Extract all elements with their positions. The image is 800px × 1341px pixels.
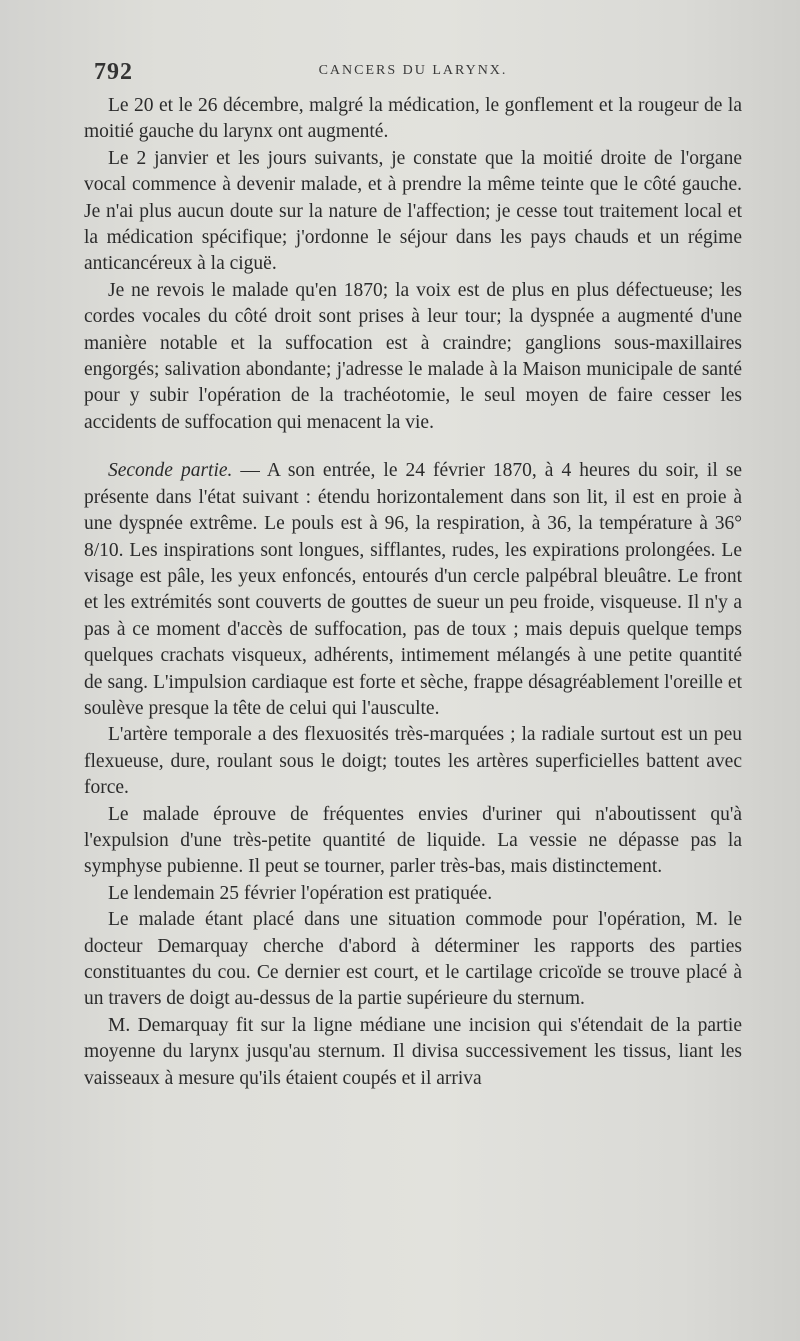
paragraph-1: Le 20 et le 26 décembre, malgré la médication, le gonflement et la rougeur de la moitié gauche du larynx ont augmenté. — [84, 95, 742, 143]
paragraph-7: Le lendemain 25 février l'opération est pratiquée. — [108, 882, 493, 904]
section-gap — [84, 436, 742, 458]
running-head — [84, 55, 742, 93]
paragraph-5: L'artère temporale a des flexuosités très-marquées ; la radiale surtout est un peu flexueuse, dure, roulant sous le doigt; toutes les artères superficielles battent avec force. — [84, 724, 742, 799]
section-title: Seconde partie. — [108, 460, 233, 482]
page-number: 792 — [94, 59, 133, 85]
paragraph-9: M. Demarquay fit sur la ligne médiane une incision qui s'étendait de la partie moyenne du larynx jusqu'au sternum. Il divisa successivement les tissus, liant les vaisseaux à mesure qu'ils étaient coupés et il arriva — [84, 1014, 742, 1089]
paragraph-3: Je ne revois le malade qu'en 1870; la voix est de plus en plus défectueuse; les cordes vocales du côté droit sont prises à leur tour; la dyspnée a augmenté d'une manière notable et la suffocation est à craindre; ganglions sous-maxillaires engorgés; salivation abondante; j'adresse le malade à la Maison municipale de santé pour y subir l'opération de la trachéotomie, le seul moyen de faire cesser les accidents de suffocation qui menacent la vie. — [84, 279, 742, 433]
paragraph-2: Le 2 janvier et les jours suivants, je constate que la moitié droite de l'organe vocal commence à devenir malade, et à prendre la même teinte que le côté gauche. Je n'ai plus aucun doute sur la nature de l'affection; je cesse tout traitement local et la médication spécifique; j'ordonne le séjour dans les pays chauds et un régime anticancéreux à la ciguë. — [84, 147, 742, 275]
running-title: CANCERS DU LARYNX. — [318, 63, 508, 78]
paragraph-6: Le malade éprouve de fréquentes envies d'uriner qui n'aboutissent qu'à l'expulsion d'une très-petite quantité de liquide. La vessie ne dépasse pas la symphyse pubienne. Il peut se tourner, parler très-bas, mais distinctement. — [84, 803, 742, 878]
paragraph-4-text: — A son entrée, le 24 février 1870, à 4 heures du soir, il se présente dans l'état suivant : étendu horizontalement dans son lit, il est en proie à une dyspnée extrême. Le pouls est à 96, la respiration, à 36, la température à 36° 8/10. Les inspirations sont longues, sifflantes, rudes, les expirations prolongées. Le visage est pâle, les yeux enfoncés, entourés d'un cercle palpébral bleuâtre. Le front et les extrémités sont couverts de gouttes de sueur un peu froide, visqueuse. Il n'y a pas à ce moment d'accès de suffocation, pas de toux ; mais depuis quelque temps quelques crachats visqueux, adhérents, intimement mélangés à une petite quantité de sang. L'impulsion cardiaque est forte et sèche, frappe désagréablement l'oreille et soulève presque la tête de celui qui l'ausculte. — [84, 460, 742, 719]
paragraph-4 — [84, 458, 742, 722]
paragraph-8: Le malade étant placé dans une situation commode pour l'opération, M. le docteur Demarquay cherche d'abord à déterminer les rapports des parties constituantes du cou. Ce dernier est court, et le cartilage cricoïde se trouve placé à un travers de doigt au-dessus de la partie supérieure du sternum. — [84, 909, 742, 1010]
